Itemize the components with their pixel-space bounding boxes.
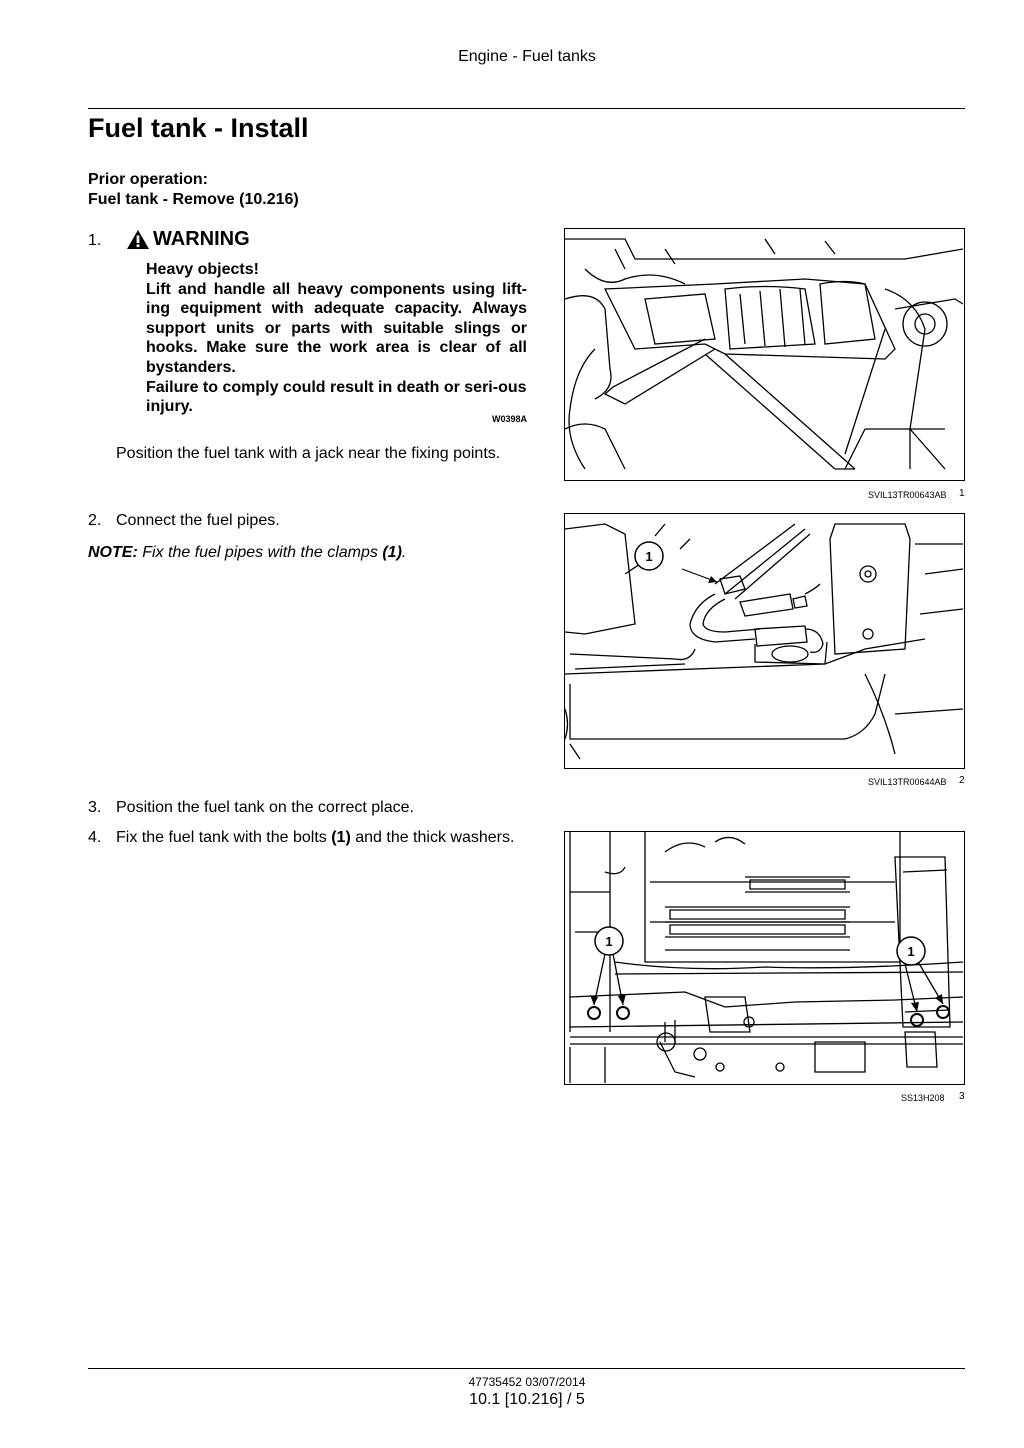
step-3-text: Position the fuel tank on the correct place. (116, 799, 414, 816)
warning-code: W0398A (491, 414, 527, 424)
figure-2-fuel-pipes (564, 513, 965, 769)
figure-3-caption: SS13H208 (901, 1093, 945, 1103)
step-1-text: Position the fuel tank with a jack near the fixing points. (116, 445, 501, 462)
note-text-end: . (401, 544, 407, 561)
note-label: NOTE: (88, 544, 138, 561)
figure-3-callout-right: 1 (907, 944, 915, 959)
footer-page-number: 10.1 [10.216] / 5 (469, 1391, 585, 1408)
running-header: Engine - Fuel tanks (458, 48, 596, 65)
note-callout-ref: (1) (382, 544, 402, 561)
footer-document-ref: 47735452 03/07/2014 (468, 1375, 586, 1389)
prior-operation-label: Prior operation: (88, 171, 209, 188)
warning-body (146, 260, 527, 417)
step-4-text (116, 829, 514, 847)
step-4-callout-ref: (1) (331, 829, 351, 846)
figure-2-caption: SVIL13TR00644AB (868, 777, 947, 787)
step-2-number: 2. (88, 512, 102, 529)
figure-2-callout: 1 (645, 549, 653, 564)
header-rule (88, 108, 965, 109)
step-1-number: 1. (88, 232, 102, 249)
warning-line-failure: Failure to comply could result in death or seri-ous injury. (146, 378, 527, 416)
warning-title: WARNING (153, 228, 250, 250)
step-3-number: 3. (88, 799, 102, 816)
figure-3-number: 3 (959, 1091, 965, 1102)
warning-line-heavy-objects: Heavy objects! (146, 261, 259, 278)
note-text: Fix the fuel pipes with the clamps (137, 544, 383, 561)
figure-1-jack-under-tank (564, 228, 965, 481)
page-title: Fuel tank - Install (88, 113, 309, 143)
note (88, 544, 406, 562)
step-4-text-end: and the thick washers. (350, 829, 515, 846)
figure-2-number: 2 (959, 775, 965, 786)
figure-1-number: 1 (959, 488, 965, 499)
step-4-number: 4. (88, 829, 102, 846)
step-4-text-start: Fix the fuel tank with the bolts (116, 829, 332, 846)
figure-3-callout-left: 1 (605, 934, 613, 949)
warning-line-lifting: Lift and handle all heavy components using lift-ing equipment with adequate capacity. Always support units or parts with suitable slings or hooks. Make sure the work area is clear of all bystanders. (146, 280, 527, 376)
figure-3-bolts (564, 831, 965, 1085)
warning-triangle-icon (126, 229, 150, 250)
prior-operation-link[interactable]: Fuel tank - Remove (10.216) (88, 191, 299, 208)
step-2-text: Connect the fuel pipes. (116, 512, 280, 529)
figure-1-caption: SVIL13TR00643AB (868, 490, 947, 500)
footer-rule (88, 1368, 965, 1369)
warning-heading (126, 228, 250, 251)
